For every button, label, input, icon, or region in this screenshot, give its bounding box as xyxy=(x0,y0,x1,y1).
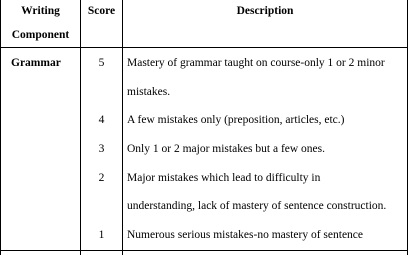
description-1: Numerous serious mistakes-no mastery of sentence xyxy=(127,229,364,241)
column-divider-1 xyxy=(80,0,81,255)
description-2-line1: Major mistakes which lead to difficulty in xyxy=(127,172,321,184)
description-4: A few mistakes only (preposition, articles, etc.) xyxy=(127,114,345,126)
component-label: Grammar xyxy=(11,57,61,69)
score-1: 1 xyxy=(98,229,105,241)
score-5: 5 xyxy=(98,57,105,69)
column-divider-2 xyxy=(122,0,123,255)
header-score: Score xyxy=(87,5,116,17)
header-separator xyxy=(0,47,408,48)
description-5-line1: Mastery of grammar taught on course-only 1 or 2 minor xyxy=(127,57,385,69)
description-5-line2: mistakes. xyxy=(127,86,171,98)
header-component-line1: Writing xyxy=(21,5,60,17)
score-4: 4 xyxy=(98,114,105,126)
score-3: 3 xyxy=(98,143,105,155)
score-2: 2 xyxy=(98,172,105,184)
description-3: Only 1 or 2 major mistakes but a few ones. xyxy=(127,143,326,155)
table-bottom-border xyxy=(0,250,408,251)
description-2-line2: understanding, lack of mastery of sentence construction. xyxy=(127,200,387,212)
header-description: Description xyxy=(236,5,294,17)
header-component-line2: Component xyxy=(11,29,70,41)
